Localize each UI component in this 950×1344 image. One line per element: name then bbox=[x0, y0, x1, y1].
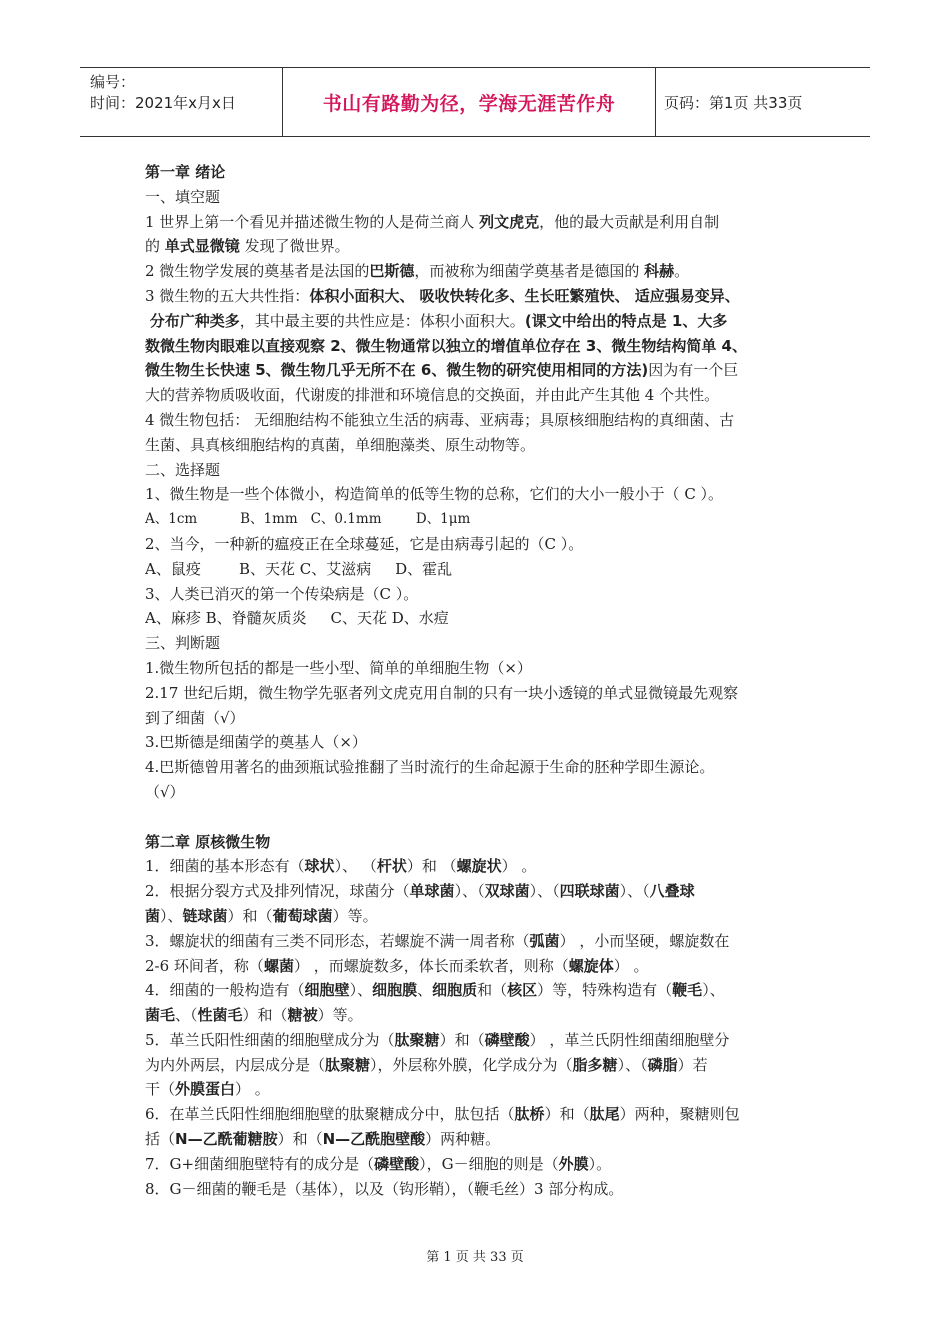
answer: 单球菌 bbox=[409, 882, 455, 901]
choice-q2-options: A、鼠疫 B、天花 C、艾滋病 D、霍乱 bbox=[145, 559, 453, 578]
text: ）两种，聚糖则包 bbox=[619, 1105, 740, 1124]
choice-q3: 3、人类已消灭的第一个传染病是（C ）。 bbox=[145, 584, 419, 603]
judge-q2-line1: 2.17 世纪后期，微生物学先驱者列文虎克用自制的只有一块小透镜的单式显微镜最先观察 bbox=[145, 683, 739, 702]
text: 1 世界上第一个看见并描述微生物的人是荷兰商人 bbox=[145, 212, 480, 231]
ch2-p6-line1 bbox=[145, 1102, 815, 1127]
q3-line2 bbox=[145, 309, 815, 334]
answer: 鞭毛 bbox=[672, 981, 703, 1000]
q3-line3 bbox=[145, 334, 815, 359]
text: 5．革兰氏阳性细菌的细胞壁成分为（ bbox=[145, 1030, 395, 1049]
answer: 螺旋状 bbox=[456, 857, 502, 876]
number-label: 编号： bbox=[90, 73, 136, 91]
answer: 弧菌 bbox=[529, 931, 560, 950]
text: ）和（ bbox=[227, 906, 273, 925]
q1-line1 bbox=[145, 210, 815, 235]
text: 括（ bbox=[145, 1130, 176, 1149]
ch2-p5-line1 bbox=[145, 1028, 815, 1053]
text: ） 。 bbox=[235, 1080, 270, 1099]
answer: N—乙酰葡糖胺 bbox=[175, 1130, 278, 1149]
answer: 四联球菌 bbox=[559, 882, 620, 901]
choice-q3-options: A、麻疹 B、脊髓灰质炎 C、天花 D、水痘 bbox=[145, 609, 449, 628]
answer: 糖被 bbox=[287, 1006, 318, 1025]
answer: 八叠球 bbox=[649, 882, 695, 901]
answer: 脂多糖 bbox=[572, 1055, 618, 1074]
spacer bbox=[145, 805, 815, 830]
text: ）、（ bbox=[529, 882, 560, 901]
answer: 巴斯德 bbox=[369, 262, 415, 281]
text: 的 bbox=[145, 237, 165, 256]
answer: 球状 bbox=[304, 857, 335, 876]
text: ）、 bbox=[702, 981, 725, 1000]
answer: 螺旋体 bbox=[568, 956, 614, 975]
judge-q2-line2: 到了细菌（√） bbox=[145, 708, 245, 727]
text: ）等，特殊构造有（ bbox=[537, 981, 673, 1000]
judge-q4-line2: （√） bbox=[145, 782, 185, 801]
choice-q1: 1、微生物是一些个体微小，构造简单的低等生物的总称，它们的大小一般小于（ C ）。 bbox=[145, 485, 724, 504]
answer: 磷脂 bbox=[647, 1055, 678, 1074]
judge-q3: 3.巴斯德是细菌学的奠基人（×） bbox=[145, 733, 367, 752]
answer: 数微生物肉眼难以直接观察 2、微生物通常以独立的增值单位存在 3、微生物结构简单 4、 bbox=[145, 336, 747, 355]
ch2-p5-line3 bbox=[145, 1077, 815, 1102]
answer: 外膜 bbox=[558, 1154, 589, 1173]
date-label: 时间：2021年x月x日 bbox=[90, 94, 236, 112]
text: 和（ bbox=[477, 981, 508, 1000]
ch2-p2-line1 bbox=[145, 879, 815, 904]
answer: 螺菌 bbox=[263, 956, 294, 975]
answer: 细胞质 bbox=[432, 981, 478, 1000]
answer: 链球菌 bbox=[182, 906, 228, 925]
text: 1．细菌的基本形态有（ bbox=[145, 857, 305, 876]
answer: 磷壁酸 bbox=[374, 1154, 420, 1173]
text: 。 bbox=[674, 262, 690, 281]
page-footer: 第 1 页 共 33 页 bbox=[426, 1250, 524, 1265]
ch2-p5-line2 bbox=[145, 1053, 815, 1078]
text: 2 微生物学发展的奠基者是法国的 bbox=[145, 262, 370, 281]
choice-q2: 2、当今，一种新的瘟疫正在全球蔓延，它是由病毒引起的（C ）。 bbox=[145, 534, 584, 553]
judge-q1: 1.微生物所包括的都是一些小型、简单的单细胞生物（×） bbox=[145, 658, 532, 677]
q4-line1: 4 微生物包括： 无细胞结构不能独立生活的病毒、亚病毒；具原核细胞结构的真细菌、古 bbox=[145, 410, 735, 429]
ch2-p3-line2 bbox=[145, 954, 815, 979]
page-header bbox=[80, 67, 870, 137]
text: ） ，小而坚硬，螺旋数在 bbox=[559, 931, 730, 950]
answer: 单式显微镜 bbox=[164, 237, 240, 256]
document-body bbox=[145, 160, 815, 1201]
text: ） 。 bbox=[501, 857, 537, 876]
text: ）若 bbox=[677, 1055, 708, 1074]
ch2-p1 bbox=[145, 854, 815, 879]
text: 干（ bbox=[145, 1080, 176, 1099]
answer: 微生物生长快速 5、微生物几乎无所不在 6、微生物的研究使用相同的方法) bbox=[145, 361, 649, 380]
page-info: 页码：第1页 共33页 bbox=[664, 93, 803, 112]
q2-line bbox=[145, 259, 815, 284]
text: 为内外两层，内层成分是（ bbox=[145, 1055, 326, 1074]
judge-q4-line1: 4.巴斯德曾用著名的曲颈瓶试验推翻了当时流行的生命起源于生命的胚种学即生源论。 bbox=[145, 758, 715, 777]
answer: 体积小面积大、 吸收快转化多、生长旺繁殖快、 适应强易变异、 bbox=[309, 286, 740, 305]
answer: N—乙酰胞壁酸 bbox=[322, 1130, 426, 1149]
text: ） 。 bbox=[613, 956, 649, 975]
answer: 性菌毛 bbox=[197, 1006, 243, 1025]
answer: 肽尾 bbox=[589, 1105, 620, 1124]
ch2-p8: 8．G－细菌的鞭毛是（基体），以及（钩形鞘），（鞭毛丝）3 部分构成。 bbox=[145, 1179, 624, 1198]
text: ），外层称外膜，化学成分为（ bbox=[370, 1055, 573, 1074]
answer: 肽聚糖 bbox=[325, 1055, 371, 1074]
choice-section-title: 二、选择题 bbox=[145, 460, 221, 479]
text: ）两种糖。 bbox=[425, 1130, 501, 1149]
text: ，其中最主要的共性应是：体积小面积大。 bbox=[239, 311, 525, 330]
ch2-p7 bbox=[145, 1152, 815, 1177]
text: ）等。 bbox=[332, 906, 378, 925]
text: 3 微生物的五大共性指： bbox=[145, 286, 310, 305]
answer: 杆状 bbox=[376, 857, 407, 876]
answer: (课文中给出的特点是 1、大多 bbox=[524, 311, 728, 330]
text: 7．G+细菌细胞壁特有的成分是（ bbox=[145, 1154, 375, 1173]
answer: 核区 bbox=[507, 981, 538, 1000]
ch2-p2-line2 bbox=[145, 904, 815, 929]
answer: 列文虎克 bbox=[479, 212, 540, 231]
header-meta bbox=[80, 68, 282, 136]
answer: 分布广种类多 bbox=[149, 311, 240, 330]
text: 3．螺旋状的细菌有三类不同形态，若螺旋不满一周者称（ bbox=[145, 931, 530, 950]
q3-line1 bbox=[145, 284, 815, 309]
answer: 肽桥 bbox=[514, 1105, 545, 1124]
ch2-p4-line2 bbox=[145, 1003, 815, 1028]
text: ）和 （ bbox=[406, 857, 457, 876]
answer: 科赫 bbox=[644, 262, 675, 281]
text: 2．根据分裂方式及排列情况，球菌分（ bbox=[145, 882, 410, 901]
text: ）、（ bbox=[617, 1055, 648, 1074]
text: ） ，革兰氏阴性细菌细胞壁分 bbox=[529, 1030, 730, 1049]
answer: 菌毛 bbox=[145, 1006, 176, 1025]
fill-section-title: 一、填空题 bbox=[145, 187, 221, 206]
choice-q1-options: A、1cm B、1mm C、0.1mm D、1μm bbox=[145, 511, 471, 528]
answer: 双球菌 bbox=[484, 882, 530, 901]
text: 发现了微世界。 bbox=[239, 237, 350, 256]
judge-section-title: 三、判断题 bbox=[145, 634, 221, 653]
q3-line5: 大的营养物质吸收面，代谢废的排泄和环境信息的交换面，并由此产生其他 4 个共性。 bbox=[145, 386, 720, 405]
text: 、（ bbox=[175, 1006, 198, 1025]
text: ）、（ bbox=[619, 882, 650, 901]
answer: 菌 bbox=[145, 906, 161, 925]
text: ）和（ bbox=[439, 1030, 485, 1049]
text: ）、 bbox=[349, 981, 373, 1000]
chapter1-title: 第一章 绪论 bbox=[145, 163, 226, 181]
text: ）、 bbox=[160, 906, 183, 925]
text: ）、（ bbox=[454, 882, 485, 901]
text: ，他的最大贡献是利用自制 bbox=[539, 212, 720, 231]
header-motto-cell bbox=[282, 68, 656, 136]
answer: 细胞壁 bbox=[304, 981, 350, 1000]
text: 4．细菌的一般构造有（ bbox=[145, 981, 305, 1000]
text: ），G－细胞的则是（ bbox=[419, 1154, 559, 1173]
text: 6．在革兰氏阳性细胞细胞壁的肽聚糖成分中，肽包括（ bbox=[145, 1105, 515, 1124]
q1-line2 bbox=[145, 234, 815, 259]
text: 、 bbox=[417, 981, 433, 1000]
text: ）和（ bbox=[277, 1130, 323, 1149]
text: ，而被称为细菌学奠基者是德国的 bbox=[414, 262, 645, 281]
text: ）和（ bbox=[544, 1105, 590, 1124]
answer: 外膜蛋白 bbox=[175, 1080, 236, 1099]
ch2-p4-line1 bbox=[145, 978, 815, 1003]
text: ）和（ bbox=[242, 1006, 288, 1025]
chapter2-title: 第二章 原核微生物 bbox=[145, 832, 271, 851]
answer: 葡萄球菌 bbox=[272, 906, 333, 925]
ch2-p6-line2 bbox=[145, 1127, 815, 1152]
text: ）等。 bbox=[317, 1006, 363, 1025]
text: 2-6 环间者，称（ bbox=[145, 956, 264, 975]
text: ）。 bbox=[588, 1154, 612, 1173]
q4-line2: 生菌、具真核细胞结构的真菌，单细胞藻类、原生动物等。 bbox=[145, 435, 536, 454]
text: ）、 （ bbox=[334, 857, 377, 876]
answer: 肽聚糖 bbox=[394, 1030, 440, 1049]
text: ） ，而螺旋数多，体长而柔软者，则称（ bbox=[293, 956, 569, 975]
ch2-p3-line1 bbox=[145, 929, 815, 954]
answer: 磷壁酸 bbox=[484, 1030, 530, 1049]
motto: 书山有路勤为径，学海无涯苦作舟 bbox=[322, 92, 616, 115]
text: 因为有一个巨 bbox=[648, 361, 739, 380]
q3-line4 bbox=[145, 358, 815, 383]
answer: 细胞膜 bbox=[372, 981, 418, 1000]
